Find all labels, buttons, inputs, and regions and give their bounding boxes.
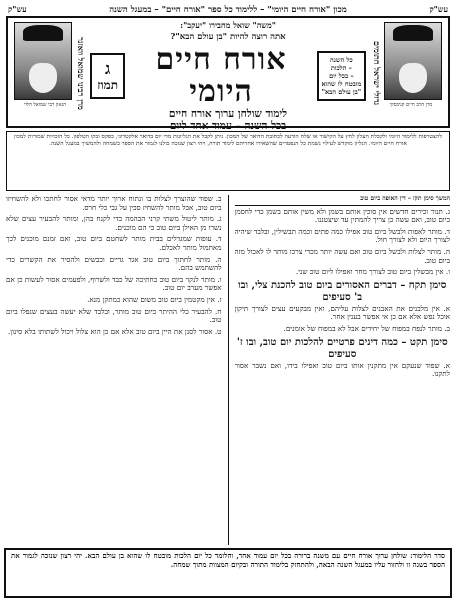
date-day: ג [105,59,111,78]
section-heading: סימן תקט – כמה דינים פרטיים להלכות יום טוב, ובו ז' סעיפים [236,336,448,360]
column-divider [228,195,229,545]
date-badge [90,53,125,99]
masthead-center [90,20,366,132]
content-columns [6,195,450,545]
promise-line: "בן עולם הבא" [321,88,362,96]
promise-line: – בכל יום [329,72,354,80]
motto: "משה" שואל מחבירו "יעקב": [180,20,276,30]
portrait-caption-right: מרן הרב חיים קניבסקי [389,102,433,108]
rabbi-portrait-right [384,22,442,100]
portrait-caption-left: הגאון רבי שמואל הלוי [24,102,66,108]
vertical-caption-right: גדולי ישראל חתומים [372,40,382,105]
paragraph: ב. מותר לנפח במפוח של יחידים אבל לא במפוח של אומנים. [283,323,450,333]
paragraph: ו. אין מבשלין ביום טוב לצורך מחר ואפילו ליום טוב שני. [295,267,450,277]
promise-line: מובטח לו שהוא [321,80,362,88]
paragraph: א. אין מלבנים את האבנים לצלות עליהם, ואין מבקעים עצים לצורך תיקון אוכל נפש אלא אם כן אי אפשר בענין אחר. [234,303,450,322]
paragraph: ה. מותר לצלות ולבשל ביום טוב ואם עשה יותר מכדי צרכו מותר לו לאכול מזה ביום טוב. [234,246,450,265]
paragraph: ד. עופות שמגדלים בבית מותר לשחטם ביום טוב, ואם זמנם מוכנים לכך מאתמול מותר לאכלם. [6,234,222,252]
hat-shape [393,25,433,41]
slogan: אתה רוצה להיות "בן עולם הבא"? [170,32,286,42]
beard-shape [29,63,57,93]
subtitle-1: לימוד שולחן ערוך אורח חיים [168,108,288,120]
page-title: אורח חיים היומי [155,42,287,109]
column-heading: המשך סימן תקז – דין האופה ביום טוב [235,195,451,206]
title-row [90,44,366,108]
paragraph: ב. שפוד שהוצרך לצלות בו ונתוח ארוך יותר מדאי אסור לחתכו ולא להשחיזו ביום טוב, אבל מותר להשחיז סכין על גבי כלי חרס. [6,195,222,212]
paragraph: ז. אין מקטמין ביום טוב משום שהוא כמתקן מנא. [87,294,222,304]
paragraph: ה. מותר לחתוך ביום טוב אגד גדיים וכבשים ולהסיר את הקשרים כדי להשתמש בהם. [6,254,222,273]
paragraph: ט. אסור לסנן את היין ביום טוב אלא אם כן הוא צלול ויכול לשתותו בלא סינון. [7,326,222,336]
footer-box: סדר הלימוד: שולחן ערוך אורח חיים עם משנה ברורה בכל יום עמוד אחד, והלומד כל יום הלכות מובטח לו שהוא בן עולם הבא. יהי רצון שנזכה לגמור את הספר בשנה זו ולחזור עליו במעגל השנה הבאה, ולהתחזק בלימוד התורה ובקיום המצוות מתוך שמחה. [4,548,452,598]
top-right-label: עש"ק [429,4,448,14]
subtitle-2: בכל השנה – עמוד אחד ליום [169,120,287,132]
paragraph: ג. מותר ליטול משתי קרני הבהמה כדי לקנח בהן, ומותר להבעיר עצים שלא נשרו מן האילן ביום טוב כי הם מוכנים. [6,214,222,232]
paragraph: ח. להבעיר כלי ההיתר ביום טוב מותר, ובלבד שלא יעשה בעצים שנפלו ביום טוב. [6,306,222,325]
paragraph: ד. מותר לאפות ולבשל ביום טוב אפילו כמה פתים וכמה תבשילין, ובלבד שיהיה לצורך היום ולא לצורך חול. [234,226,450,245]
promise-box [317,51,366,101]
top-center-label: מכון "אורח חיים היומי" – ללימוד כל ספר "אורח חיים" – במעגל השנה [109,4,347,15]
masthead [6,16,450,132]
top-strip [8,2,448,16]
promise-line: כל השנה [330,56,353,64]
hat-shape [23,25,63,41]
paragraph: ו. מותר לנקר ביום טוב בחתיכה של כבד ולשרוף, ולפעמים אסור לעשות כן אם אפשר מערב יום טוב. [6,274,222,293]
date-month: תמוז [97,78,119,92]
rabbi-portrait-left [14,22,72,100]
column-left [6,195,222,545]
top-left-label: עש"ק [8,4,27,14]
contact-strip: להצטרפות ללימוד היומי ולקבלת העלון לחץ על הקישור או שלח הודעה לכתובת הדואר של המכון. ניתן לקבל את הגליונות מדי יום בדואר אלקטרוני, בפקס ובקו הטלפון. כל הזכויות שמורות למכון אורח חיים היומי. הגליון מוקדש לעילוי נשמת כל הנפטרים שהשאירו אחריהם לימוד תורה, ויהי רצון שנזכה כולנו לגמור את הספר בשמחה ולהמשיך במעגל השנה. [6,131,450,191]
paragraph: א. שפוד שנעקם אין מתקנין אותו ביום טוב ואפילו בידו, ואם נשבר אסור לתקנו. [234,360,450,379]
promise-line: – הלכות [330,64,352,72]
vertical-caption-left: מרן רבינו שמואל וואזנר [76,36,86,110]
paragraph: ג. תנור וכירים חדשים אין סוכין אותם בשמן ולא משין אותם בשמן כדי לחסמן ביום טוב, ואם עשה כן צריך להמתין עד שיצטננו. [234,206,450,225]
column-right [235,195,451,545]
section-heading: סימן תקח – דברים האסורים ביום טוב להכנת צלי, ובו ב' סעיפים [238,279,447,303]
beard-shape [399,63,427,93]
